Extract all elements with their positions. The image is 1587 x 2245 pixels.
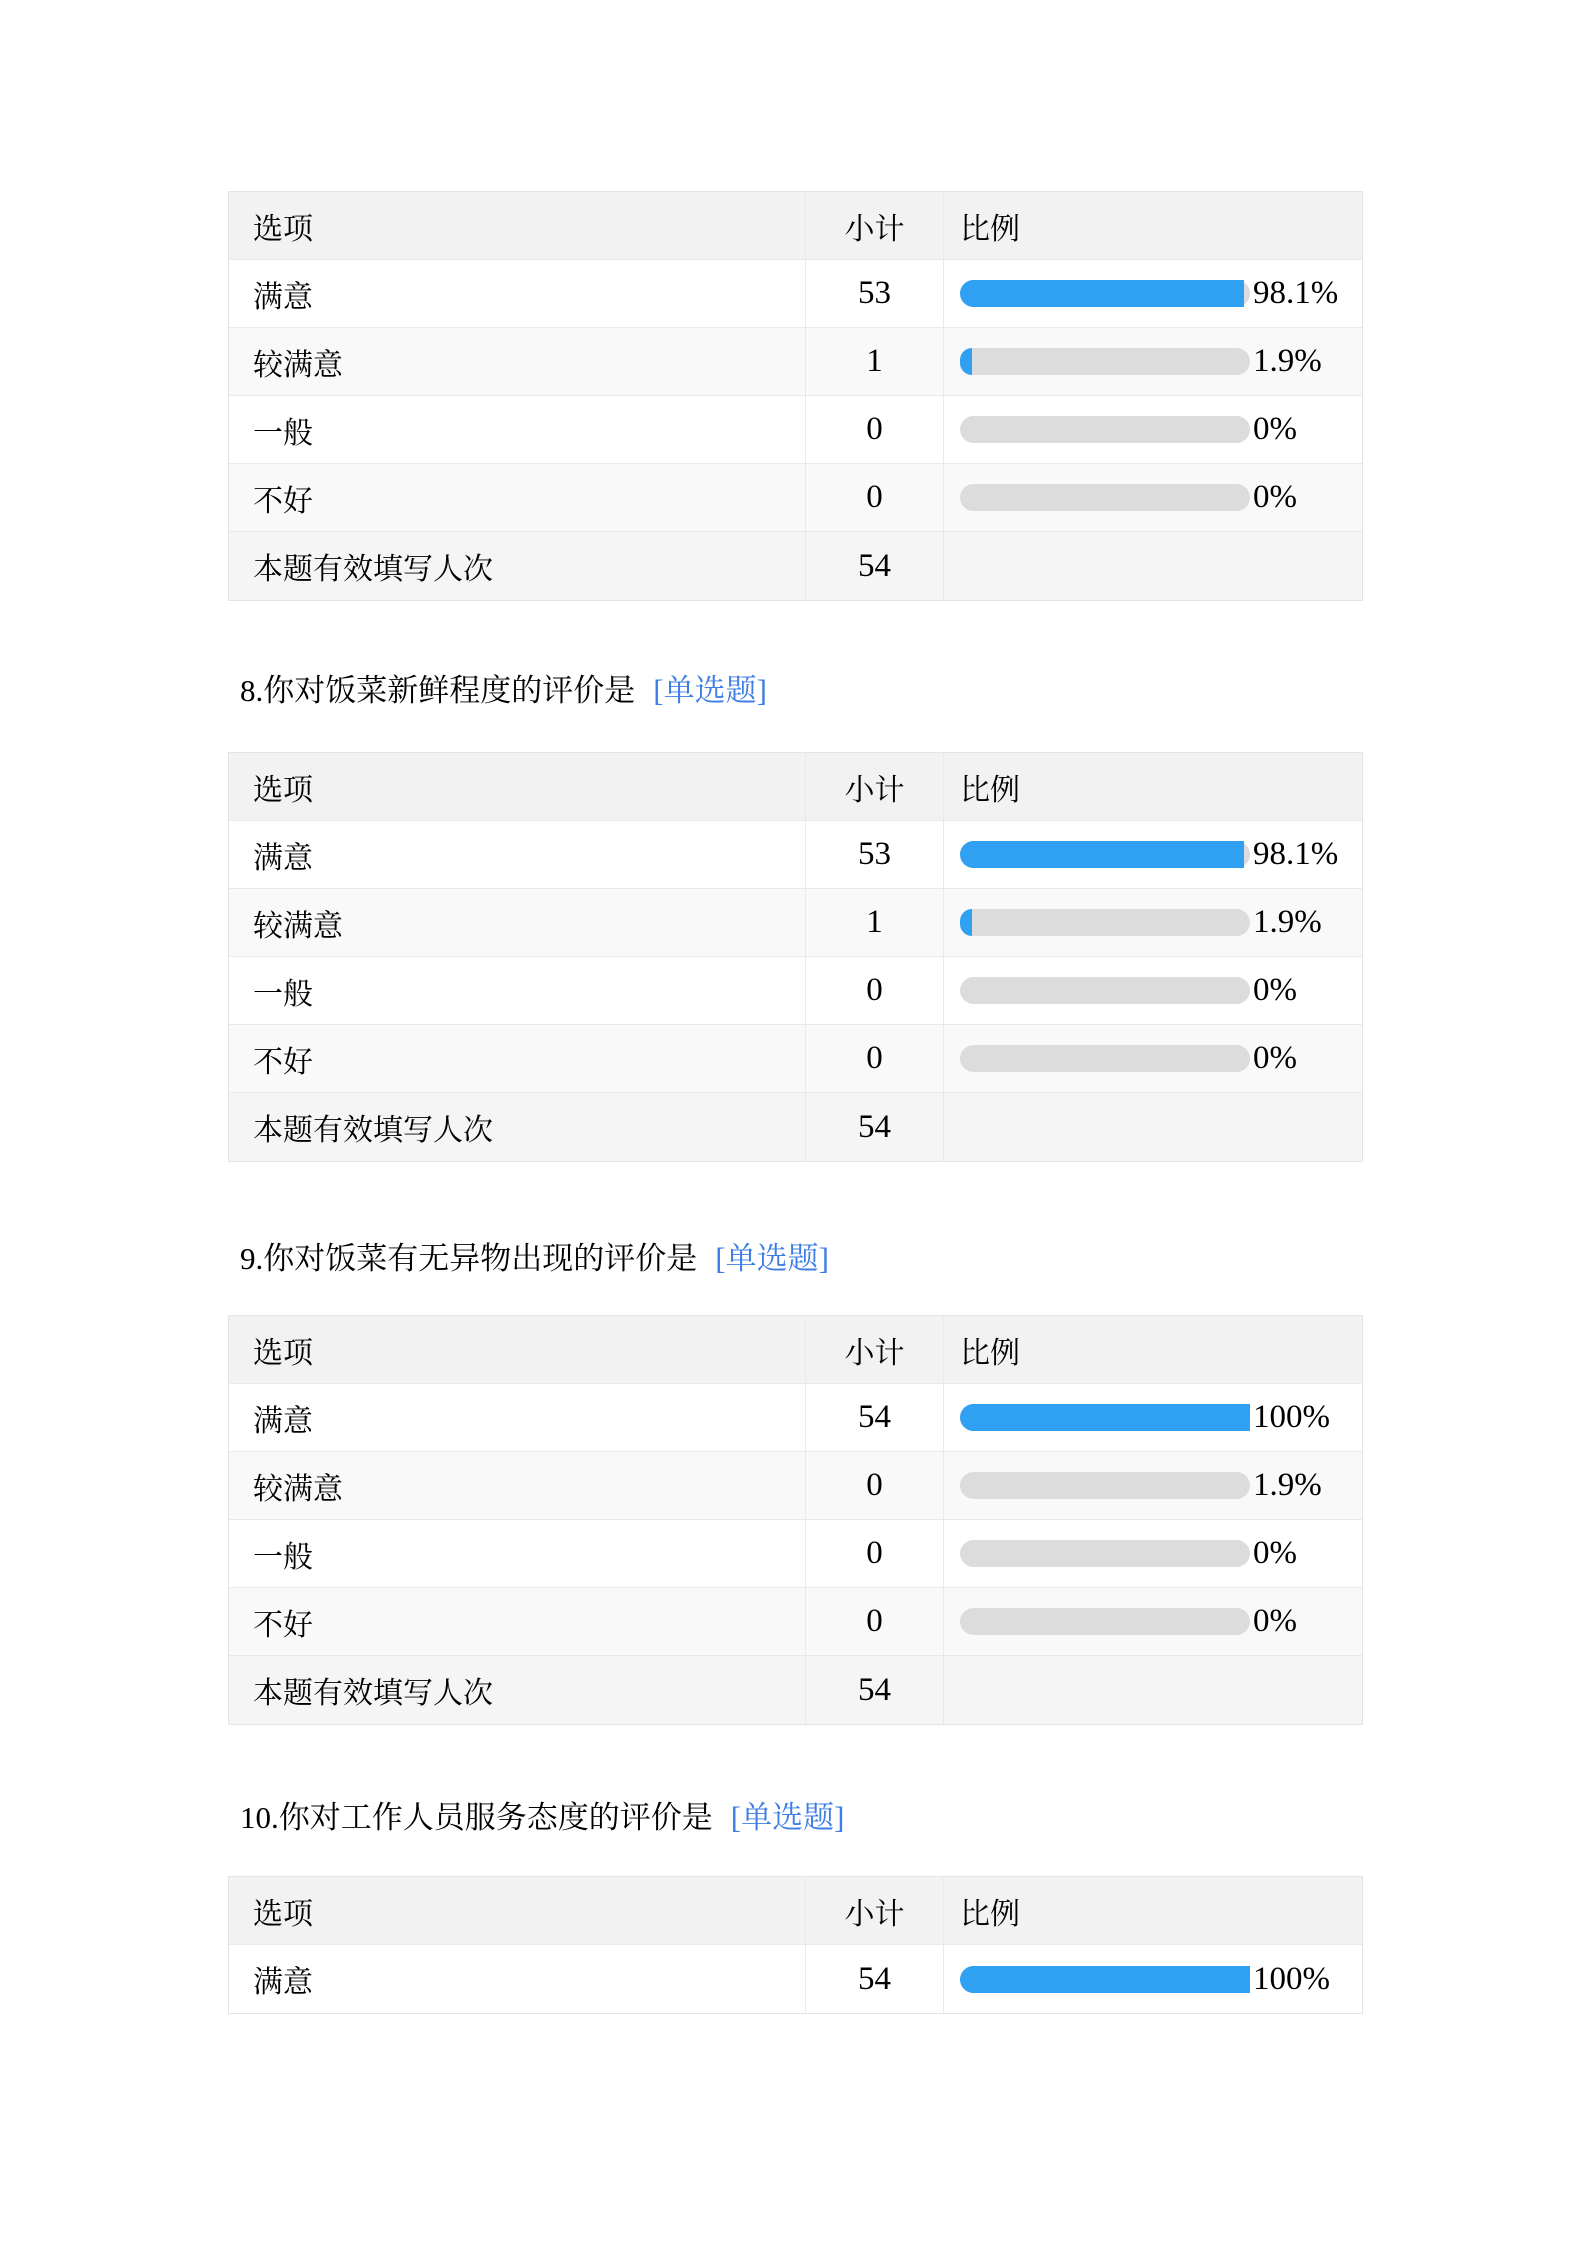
ratio-cell — [944, 889, 1362, 956]
percent-label: 0% — [1253, 1040, 1297, 1076]
table-row — [229, 1588, 1362, 1656]
percent-label: 98.1% — [1253, 836, 1339, 872]
bar-fill — [960, 1966, 1250, 1993]
footer-ratio-cell — [944, 1656, 1362, 1724]
option-cell: 不好 — [229, 1588, 806, 1655]
header-ratio-cell: 比例 — [960, 773, 1020, 807]
ratio-cell — [944, 260, 1362, 327]
option-cell: 满意 — [229, 260, 806, 327]
percent-label: 0% — [1253, 479, 1297, 515]
count-cell: 0 — [806, 957, 944, 1024]
table-footer-row — [229, 532, 1362, 600]
ratio-cell — [944, 1452, 1362, 1519]
ratio-cell — [944, 821, 1362, 888]
table-row — [229, 889, 1362, 957]
count-cell: 0 — [806, 1025, 944, 1092]
question-title-text: 8.你对饭菜新鲜程度的评价是 — [240, 673, 636, 708]
count-cell: 0 — [806, 1588, 944, 1655]
bar-fill — [960, 280, 1244, 307]
question-title-text: 10.你对工作人员服务态度的评价是 — [240, 1800, 713, 1835]
percent-label: 100% — [1253, 1960, 1330, 1997]
bar-track — [960, 1472, 1250, 1499]
table-row — [229, 328, 1362, 396]
option-cell: 一般 — [229, 957, 806, 1024]
count-cell: 1 — [806, 889, 944, 956]
option-cell: 满意 — [229, 1384, 806, 1451]
bar-track — [960, 841, 1250, 868]
ratio-cell — [944, 1945, 1362, 2013]
bar-track — [960, 1404, 1250, 1431]
question-type-tag: [单选题] — [715, 1241, 829, 1276]
bar-fill — [960, 1404, 1250, 1431]
percent-label: 0% — [1253, 411, 1297, 447]
percent-label: 98.1% — [1253, 275, 1339, 311]
table-row — [229, 1945, 1362, 2013]
option-cell: 较满意 — [229, 328, 806, 395]
ratio-cell — [944, 328, 1362, 395]
count-cell: 53 — [806, 821, 944, 888]
header-option-cell: 选项 — [229, 753, 806, 820]
header-option-cell: 选项 — [229, 1316, 806, 1383]
table-row — [229, 260, 1362, 328]
header-count-cell: 小计 — [806, 192, 944, 259]
header-ratio-cell: 比例 — [960, 1336, 1020, 1370]
ratio-cell — [944, 957, 1362, 1024]
bar-fill — [960, 909, 972, 936]
table-header-row — [229, 192, 1362, 260]
bar-track — [960, 348, 1250, 375]
option-cell: 一般 — [229, 1520, 806, 1587]
bar-track — [960, 1045, 1250, 1072]
question-title — [240, 670, 767, 712]
ratio-cell — [944, 1025, 1362, 1092]
table-footer-row — [229, 1093, 1362, 1161]
table-row — [229, 1520, 1362, 1588]
bar-track — [960, 1608, 1250, 1635]
table-row — [229, 1384, 1362, 1452]
question-title-text: 9.你对饭菜有无异物出现的评价是 — [240, 1241, 698, 1276]
bar-track — [960, 909, 1250, 936]
footer-ratio-cell — [944, 1093, 1362, 1161]
option-cell: 满意 — [229, 821, 806, 888]
table-row — [229, 464, 1362, 532]
table-header-row — [229, 753, 1362, 821]
option-cell: 较满意 — [229, 889, 806, 956]
header-ratio-cell: 比例 — [960, 212, 1020, 246]
footer-count-cell: 54 — [806, 532, 944, 600]
ratio-cell — [944, 1384, 1362, 1451]
bar-fill — [960, 841, 1244, 868]
table-row — [229, 396, 1362, 464]
percent-label: 0% — [1253, 972, 1297, 1008]
table-row — [229, 1025, 1362, 1093]
percent-label: 1.9% — [1253, 343, 1322, 379]
option-cell: 满意 — [229, 1945, 806, 2013]
count-cell: 53 — [806, 260, 944, 327]
question-type-tag: [单选题] — [653, 673, 767, 708]
footer-ratio-cell — [944, 532, 1362, 600]
count-cell: 54 — [806, 1384, 944, 1451]
percent-label: 0% — [1253, 1603, 1297, 1639]
table-footer-row — [229, 1656, 1362, 1724]
header-option-cell: 选项 — [229, 192, 806, 259]
header-count-cell: 小计 — [806, 753, 944, 820]
ratio-cell — [944, 1520, 1362, 1587]
option-cell: 较满意 — [229, 1452, 806, 1519]
ratio-cell — [944, 396, 1362, 463]
option-cell: 一般 — [229, 396, 806, 463]
table-header-row — [229, 1877, 1362, 1945]
question-type-tag: [单选题] — [730, 1800, 845, 1835]
count-cell: 54 — [806, 1945, 944, 2013]
table-row — [229, 957, 1362, 1025]
count-cell: 0 — [806, 464, 944, 531]
count-cell: 1 — [806, 328, 944, 395]
bar-track — [960, 977, 1250, 1004]
ratio-cell — [944, 464, 1362, 531]
footer-count-cell: 54 — [806, 1656, 944, 1724]
option-cell: 不好 — [229, 1025, 806, 1092]
bar-track — [960, 1966, 1250, 1993]
ratio-cell — [944, 1588, 1362, 1655]
table-row — [229, 1452, 1362, 1520]
bar-track — [960, 416, 1250, 443]
header-ratio-cell: 比例 — [960, 1897, 1020, 1931]
footer-label-cell: 本题有效填写人次 — [229, 1656, 806, 1724]
percent-label: 100% — [1253, 1399, 1330, 1435]
footer-label-cell: 本题有效填写人次 — [229, 532, 806, 600]
question-title — [240, 1238, 829, 1280]
footer-label-cell: 本题有效填写人次 — [229, 1093, 806, 1161]
percent-label: 1.9% — [1253, 1467, 1322, 1503]
count-cell: 0 — [806, 1520, 944, 1587]
percent-label: 0% — [1253, 1535, 1297, 1571]
bar-track — [960, 280, 1250, 307]
bar-fill — [960, 348, 972, 375]
results-table — [228, 1876, 1363, 2014]
table-row — [229, 821, 1362, 889]
footer-count-cell: 54 — [806, 1093, 944, 1161]
count-cell: 0 — [806, 396, 944, 463]
bar-track — [960, 484, 1250, 511]
percent-label: 1.9% — [1253, 904, 1322, 940]
header-count-cell: 小计 — [806, 1316, 944, 1383]
question-title — [240, 1797, 844, 1839]
results-table — [228, 1315, 1363, 1725]
count-cell: 0 — [806, 1452, 944, 1519]
header-count-cell: 小计 — [806, 1877, 944, 1944]
option-cell: 不好 — [229, 464, 806, 531]
results-table — [228, 191, 1363, 601]
table-header-row — [229, 1316, 1362, 1384]
results-table — [228, 752, 1363, 1162]
bar-track — [960, 1540, 1250, 1567]
header-option-cell: 选项 — [229, 1877, 806, 1944]
